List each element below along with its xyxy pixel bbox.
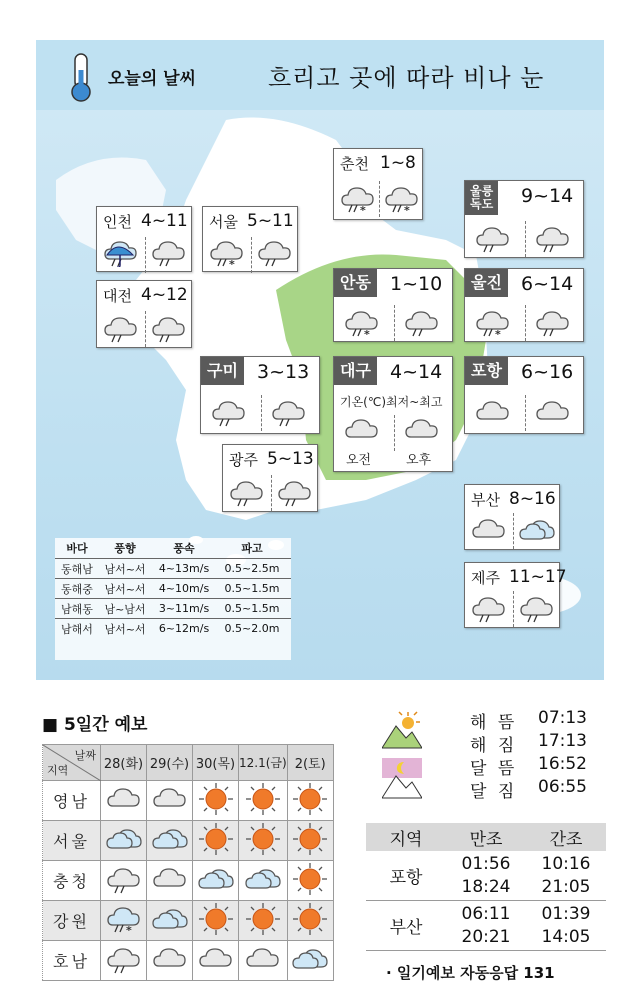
forecast-cell — [287, 941, 333, 981]
sea-cell: 남해동 — [61, 602, 93, 616]
sun-moon-table — [470, 708, 587, 800]
forecast-cell — [239, 941, 288, 981]
sun-moon-label: 달 짐 — [470, 782, 518, 802]
tide-high — [446, 853, 526, 899]
corner-date-label: 날짜 — [74, 749, 96, 762]
sea-cell: 남~남서 — [104, 602, 146, 616]
tide-time: 14:05 — [541, 926, 591, 947]
tide-low — [526, 853, 606, 899]
partly-cloudy-icon — [292, 944, 328, 974]
tide-region: 포항 — [389, 868, 423, 888]
partly-cloudy-icon — [198, 864, 234, 894]
divider — [145, 237, 146, 273]
tide-header-cell: 지역 — [389, 829, 423, 850]
sun-icon — [292, 782, 328, 816]
forecast-day: 29(수) — [147, 745, 193, 781]
rain-icon — [471, 593, 507, 623]
rain-icon — [257, 237, 293, 267]
header-label: 오늘의 날씨 — [108, 69, 197, 89]
forecast-cell — [287, 781, 333, 821]
divider — [394, 305, 395, 341]
thermometer-icon — [66, 52, 96, 102]
corner-region-label: 지역 — [47, 764, 69, 777]
rain-icon — [103, 313, 139, 343]
rain-icon — [106, 944, 142, 974]
sea-cell: 남서~서 — [104, 562, 146, 576]
forecast-title: ■ 5일간 예보 — [42, 715, 148, 735]
am-label: 오전 — [346, 453, 372, 468]
tide-header-row — [366, 823, 606, 851]
forecast-cell — [287, 821, 333, 861]
sea-cell: 0.5~2.0m — [224, 622, 280, 635]
sea-cell: 0.5~2.5m — [224, 562, 280, 575]
tide-time: 06:11 — [461, 903, 511, 924]
rain-icon — [519, 593, 555, 623]
tide-region: 부산 — [389, 918, 423, 938]
forecast-cell — [101, 781, 147, 821]
sun-icon — [292, 902, 328, 936]
rain-snow-icon — [475, 307, 511, 337]
divider — [513, 591, 514, 627]
sun-icon — [198, 782, 234, 816]
forecast-cell — [193, 781, 239, 821]
forecast-day: 28(화) — [101, 745, 147, 781]
city-temp: 3~13 — [257, 361, 310, 383]
sea-table-row — [55, 558, 291, 578]
partly-cloudy-icon — [152, 904, 188, 934]
sun-icon — [245, 782, 281, 816]
cloud-icon — [152, 784, 188, 814]
sun-moon-time: 16:52 — [538, 754, 587, 774]
tide-high — [446, 903, 526, 949]
rain-icon — [271, 397, 307, 427]
city-tag: 안동 — [334, 269, 377, 297]
rain-icon — [229, 477, 265, 507]
tide-low — [526, 903, 606, 949]
partly-cloudy-icon — [245, 864, 281, 894]
city-name: 제주 — [471, 569, 500, 587]
forecast-region: 강원 — [43, 901, 101, 941]
city-tag: 울릉 독도 — [465, 181, 498, 215]
sea-cell: 남서~서 — [104, 582, 146, 596]
city-box-busan — [464, 484, 560, 550]
forecast-day: 12.1(금) — [239, 745, 288, 781]
cloud-icon — [245, 944, 281, 974]
sea-header-cell: 파고 — [241, 542, 263, 555]
sun-moon-time: 07:13 — [538, 708, 587, 728]
sea-table-row — [55, 578, 291, 598]
forecast-cell — [193, 821, 239, 861]
sea-table-header — [55, 538, 291, 558]
city-box-gwangju — [222, 444, 318, 512]
forecast-cell — [101, 821, 147, 861]
divider — [525, 221, 526, 257]
partly-cloudy-icon — [519, 515, 555, 545]
city-box-incheon — [96, 206, 192, 272]
moonrise-mountain-icon — [382, 758, 422, 800]
cloud-icon — [198, 944, 234, 974]
city-temp: 6~16 — [521, 361, 574, 383]
forecast-day: 30(목) — [193, 745, 239, 781]
forecast-cell — [101, 901, 147, 941]
tide-time: 01:56 — [461, 853, 511, 874]
city-box-jeju — [464, 562, 567, 628]
city-tag: 울진 — [465, 269, 508, 297]
sun-moon-label: 해 뜸 — [470, 713, 518, 733]
tide-header-cell: 만조 — [469, 829, 503, 850]
forecast-cell — [287, 861, 333, 901]
sea-header-cell: 바다 — [66, 542, 88, 555]
forecast-table — [42, 744, 334, 981]
rain-icon — [151, 237, 187, 267]
sun-moon-label: 달 뜸 — [470, 759, 518, 779]
city-box-daejeon — [96, 280, 192, 348]
forecast-cell — [101, 941, 147, 981]
forecast-cell — [101, 861, 147, 901]
header-title: 흐리고 곳에 따라 비나 눈 — [268, 64, 545, 92]
sun-moon-row — [470, 731, 587, 754]
divider — [513, 513, 514, 549]
cloud-icon — [152, 944, 188, 974]
tide-time: 01:39 — [541, 903, 591, 924]
auto-response-note: · 일기예보 자동응답 131 — [386, 964, 555, 982]
rain-snow-icon — [344, 307, 380, 337]
sun-icon — [198, 902, 234, 936]
forecast-cell — [147, 821, 193, 861]
sun-icon — [292, 862, 328, 896]
sun-moon-row — [470, 777, 587, 800]
forecast-cell — [147, 901, 193, 941]
city-tag: 포항 — [465, 357, 508, 385]
sun-moon-row — [470, 754, 587, 777]
divider — [271, 475, 272, 511]
sun-moon-time: 06:55 — [538, 777, 587, 797]
city-temp: 9~14 — [521, 185, 574, 207]
divider — [525, 395, 526, 431]
divider — [145, 311, 146, 347]
sea-table-row — [55, 618, 291, 638]
city-name: 대전 — [103, 287, 132, 305]
city-box-ulleung-dokdo — [464, 180, 584, 258]
divider — [525, 305, 526, 341]
city-temp: 6~14 — [521, 273, 574, 295]
city-temp: 5~13 — [267, 449, 314, 469]
tide-row — [366, 851, 606, 901]
forecast-cell — [239, 861, 288, 901]
sea-table — [55, 538, 291, 660]
sun-moon-row — [470, 708, 587, 731]
forecast-cell — [147, 941, 193, 981]
rain-icon — [106, 864, 142, 894]
rain-snow-icon — [106, 903, 142, 935]
sun-moon-label: 해 짐 — [470, 736, 518, 756]
city-box-seoul — [202, 206, 298, 272]
sea-table-row — [55, 598, 291, 618]
rain-icon — [151, 313, 187, 343]
city-temp: 4~14 — [390, 361, 443, 383]
rain-icon — [475, 223, 511, 253]
cloud-icon — [535, 397, 571, 427]
rain-snow-icon — [384, 183, 420, 213]
rain-icon — [535, 223, 571, 253]
forecast-row — [43, 941, 334, 981]
rain-icon — [535, 307, 571, 337]
tide-time: 18:24 — [461, 876, 511, 897]
tide-table — [366, 823, 606, 951]
city-name: 춘천 — [340, 155, 369, 173]
city-box-chuncheon — [333, 148, 423, 220]
sea-cell: 동해남 — [61, 562, 93, 576]
city-name: 부산 — [471, 491, 500, 509]
forecast-cell — [239, 781, 288, 821]
tide-header-cell: 간조 — [549, 829, 583, 850]
city-temp: 11~17 — [509, 567, 567, 587]
city-temp: 8~16 — [509, 489, 556, 509]
city-tag: 구미 — [201, 357, 244, 385]
sun-icon — [245, 902, 281, 936]
sea-cell: 3~11m/s — [158, 602, 210, 615]
divider — [251, 237, 252, 273]
tide-row — [366, 901, 606, 951]
forecast-corner-cell — [43, 745, 101, 781]
rain-icon — [404, 307, 440, 337]
forecast-cell — [287, 901, 333, 941]
forecast-row — [43, 821, 334, 861]
sea-cell: 0.5~1.5m — [224, 582, 280, 595]
pm-label: 오후 — [406, 453, 432, 468]
forecast-row — [43, 901, 334, 941]
tide-time: 21:05 — [541, 876, 591, 897]
city-temp: 1~10 — [390, 273, 443, 295]
umbrella-rain-icon — [103, 237, 139, 267]
cloud-icon — [344, 415, 380, 445]
sun-moon-time: 17:13 — [538, 731, 587, 751]
cloud-icon — [471, 515, 507, 545]
city-box-uljin — [464, 268, 584, 342]
city-box-pohang — [464, 356, 584, 434]
sun-icon — [245, 822, 281, 856]
city-name: 인천 — [103, 213, 132, 231]
tide-time: 20:21 — [461, 926, 511, 947]
map-header — [36, 40, 604, 110]
sea-cell: 동해중 — [61, 582, 93, 596]
partly-cloudy-icon — [106, 824, 142, 854]
cloud-icon — [106, 784, 142, 814]
partly-cloudy-icon — [152, 824, 188, 854]
city-name: 광주 — [229, 451, 258, 469]
city-tag: 대구 — [334, 357, 377, 385]
forecast-header-row — [43, 745, 334, 781]
city-temp: 4~11 — [141, 211, 188, 231]
cloud-icon — [152, 864, 188, 894]
forecast-row — [43, 861, 334, 901]
forecast-cell — [193, 941, 239, 981]
rain-snow-icon — [209, 237, 245, 267]
city-temp: 4~12 — [141, 285, 188, 305]
forecast-region: 서울 — [43, 821, 101, 861]
city-box-andong — [333, 268, 453, 342]
sea-header-cell: 풍속 — [173, 542, 195, 555]
forecast-cell — [239, 821, 288, 861]
city-name: 서울 — [209, 213, 238, 231]
forecast-region: 충청 — [43, 861, 101, 901]
rain-icon — [277, 477, 313, 507]
sun-icon — [198, 822, 234, 856]
sea-cell: 4~13m/s — [158, 562, 210, 575]
tide-time: 10:16 — [541, 853, 591, 874]
cloud-icon — [475, 397, 511, 427]
forecast-cell — [147, 781, 193, 821]
city-temp: 5~11 — [247, 211, 294, 231]
rain-snow-icon — [340, 183, 376, 213]
forecast-cell — [239, 901, 288, 941]
svg-text:*: * — [125, 923, 132, 935]
forecast-region: 호남 — [43, 941, 101, 981]
sea-cell: 남서~서 — [104, 622, 146, 636]
sea-cell: 남해서 — [61, 622, 93, 636]
sea-cell: 4~10m/s — [158, 582, 210, 595]
city-box-gumi — [200, 356, 320, 434]
cloud-icon — [404, 415, 440, 445]
divider — [261, 395, 262, 431]
divider — [394, 415, 395, 451]
temp-legend: 기온(℃)최저~최고 — [340, 395, 443, 409]
forecast-cell — [147, 861, 193, 901]
sunrise-mountain-icon — [382, 710, 422, 750]
forecast-region: 영남 — [43, 781, 101, 821]
forecast-day: 2(토) — [287, 745, 333, 781]
divider — [379, 181, 380, 217]
sea-cell: 0.5~1.5m — [224, 602, 280, 615]
forecast-cell — [193, 901, 239, 941]
sun-icon — [292, 822, 328, 856]
forecast-row — [43, 781, 334, 821]
city-box-daegu — [333, 356, 453, 472]
sea-cell: 6~12m/s — [158, 622, 210, 635]
city-temp: 1~8 — [380, 153, 416, 173]
sea-header-cell: 풍향 — [114, 542, 136, 555]
rain-icon — [211, 397, 247, 427]
forecast-cell — [193, 861, 239, 901]
